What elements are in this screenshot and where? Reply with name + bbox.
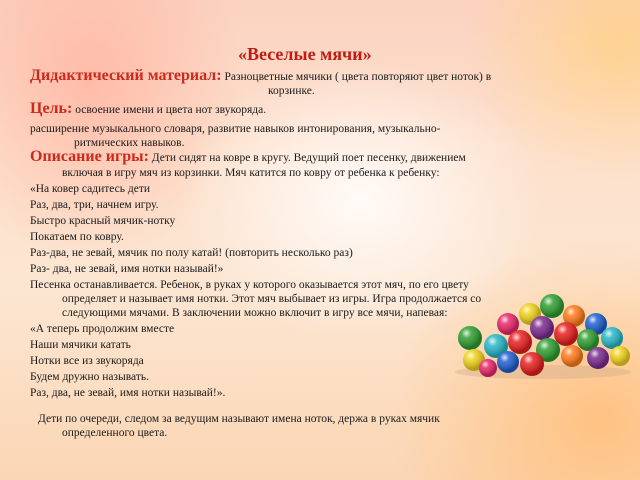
song1-line-6: Раз- два, не зевай, имя нотки называй!» xyxy=(30,263,224,275)
colored-balls-image xyxy=(448,290,634,380)
song1-line-2: Раз, два, три, начнем игру. xyxy=(30,199,159,211)
material-text-cont: корзинке. xyxy=(268,85,315,97)
song2-line-3: Нотки все из звукоряда xyxy=(30,355,144,367)
ball-highlight xyxy=(610,346,630,366)
ball-highlight xyxy=(561,345,583,367)
goal-extra-line-2: ритмических навыков. xyxy=(74,137,185,149)
ball-highlight xyxy=(540,294,564,318)
ball-highlight xyxy=(554,322,578,346)
final-line-1: Дети по очереди, следом за ведущим называют имена ноток, держа в руках мячик xyxy=(38,413,440,425)
game-line xyxy=(30,150,466,165)
goal-text: освоение имени и цвета нот звукоряда. xyxy=(75,104,267,116)
goal-line xyxy=(30,102,266,117)
para-line-1: Песенка останавливается. Ребенок, в руках у которого оказывается этот мяч, по его цвету xyxy=(30,279,469,291)
material-colon: : xyxy=(216,67,222,84)
ball-highlight xyxy=(508,330,532,354)
game-text: Дети сидят на ковре в кругу. Ведущий поет песенку, движением xyxy=(151,152,466,164)
game-heading: Описание игры: xyxy=(30,148,149,165)
ball-highlight xyxy=(601,327,623,349)
para-line-3: следующими мячами. В заключении можно включит в игру все мячи, напевая: xyxy=(62,307,448,319)
song1-line-3: Быстро красный мячик-нотку xyxy=(30,215,176,227)
song2-line-4: Будем дружно называть. xyxy=(30,371,149,383)
song1-line-5: Раз-два, не зевай, мячик по полу катай! (повторить несколько раз) xyxy=(30,247,353,259)
ball-highlight xyxy=(530,316,554,340)
goal-extra-line-1: расширение музыкального словаря, развитие навыков интонирования, музыкально- xyxy=(30,123,441,135)
ball-highlight xyxy=(458,326,482,350)
para-line-2: определяет и называет имя нотки. Этот мяч выбывает из игры. Игра продолжается со xyxy=(62,293,482,305)
song2-line-1: «А теперь продолжим вместе xyxy=(30,323,175,335)
material-line xyxy=(30,69,491,84)
final-line-2: определенного цвета. xyxy=(62,427,168,439)
material-text: Разноцветные мячики ( цвета повторяют цвет ноток) в xyxy=(224,71,492,83)
song2-line-5: Раз, два, не зевай, имя нотки называй!». xyxy=(30,387,226,399)
song1-line-4: Покатаем по ковру. xyxy=(30,231,124,243)
song1-line-1: «На ковер садитесь дети xyxy=(30,183,151,195)
ball-highlight xyxy=(479,359,497,377)
ball-highlight xyxy=(497,351,519,373)
game-text-cont: включая в игру мяч из корзинки. Мяч катится по ковру от ребенка к ребенку: xyxy=(62,167,440,179)
slide-title: «Веселые мячи» xyxy=(238,44,372,64)
song2-line-2: Наши мячики катать xyxy=(30,339,131,351)
goal-heading: Цель: xyxy=(30,100,73,117)
material-heading: Дидактический материал xyxy=(30,67,217,84)
ball-highlight xyxy=(520,352,544,376)
ball-highlight xyxy=(587,347,609,369)
